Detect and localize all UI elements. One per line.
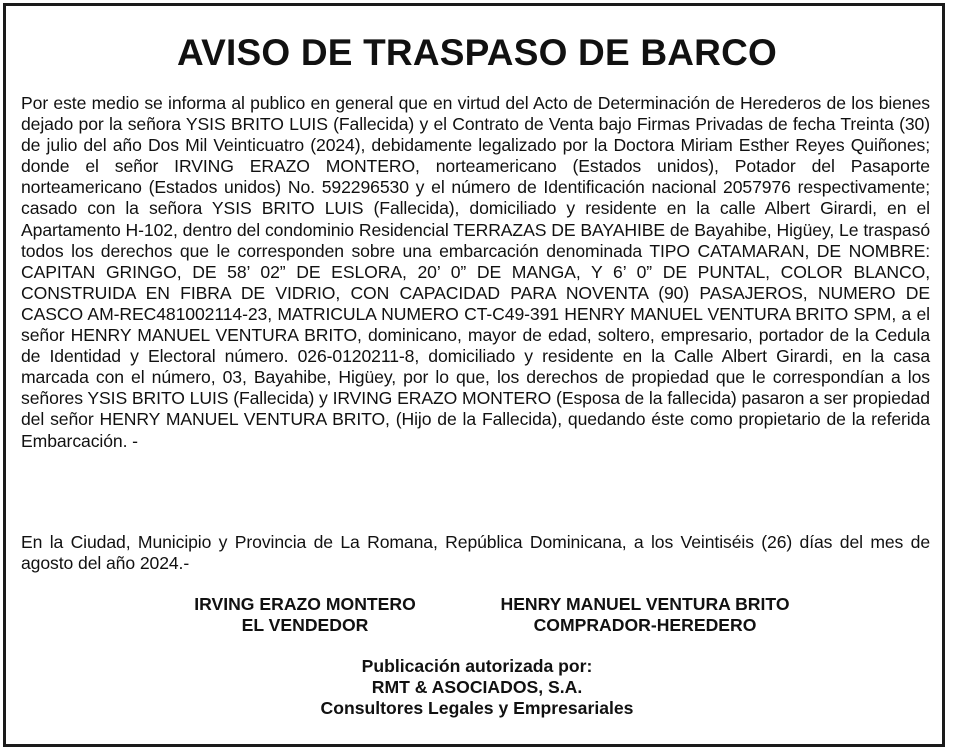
notice-body-paragraph: Por este medio se informa al publico en general que en virtud del Acto de Determinación de Herederos de los bienes dejado por la señora YSIS BRITO LUIS (Fallecida) y el Contrato de Venta bajo Firmas Privadas de fecha Treinta (30) de julio del año Dos Mil Veinticuatro (2024), debidamente legalizado por la Doctora Miriam Esther Reyes Quiñones; donde el señor IRVING ERAZO MONTERO, norteamericano (Estados unidos), Potador del Pasaporte norteamericano (Estados unidos) No. 592296530 y el número de Identificación nacional 2057976 respectivamente; casado con la señora YSIS BRITO LUIS (Fallecida), domiciliado y residente en la calle Albert Girardi, en el Apartamento H-102, dentro del condominio Residencial TERRAZAS DE BAYAHIBE de Bayahibe, Higüey, Le traspasó todos los derechos que le corresponden sobre una embarcación denominada TIPO CATAMARAN, DE NOMBRE: CAPITAN GRINGO, DE 58’ 02” DE ESLORA, 20’ 0” DE MANGA, Y 6’ 0” DE PUNTAL, COLOR BLANCO, CONSTRUIDA EN FIBRA DE VIDRIO, CON CAPACIDAD PARA NOVENTA (90) PASAJEROS, NUMERO DE CASCO AM-REC481002114-23, MATRICULA NUMERO CT-C49-391 HENRY MANUEL VENTURA BRITO SPM, a el señor HENRY MANUEL VENTURA BRITO, dominicano, mayor de edad, soltero, empresario, portador de la Cedula de Identidad y Electoral número. 026-0120211-8, domiciliado y residente en la Calle Albert Girardi, en la casa marcada con el número, 03, Bayahibe, Higüey, por lo que, los derechos de propiedad que le correspondían a los señores YSIS BRITO LUIS (Fallecida) y IRVING ERAZO MONTERO (Esposa de la fallecida) pasaron a ser propiedad del señor HENRY MANUEL VENTURA BRITO, (Hijo de la Fallecida), quedando éste como propietario de la referida Embarcación. - (21, 93, 930, 451)
publication-firm-name: RMT & ASOCIADOS, S.A. (371, 677, 583, 697)
buyer-signature (470, 594, 820, 636)
publication-credit (0, 656, 954, 719)
notice-title: AVISO DE TRASPASO DE BARCO (176, 32, 777, 73)
seller-role: EL VENDEDOR (241, 615, 369, 635)
buyer-role: COMPRADOR-HEREDERO (533, 615, 757, 635)
publication-authorized-label: Publicación autorizada por: (361, 656, 593, 676)
seller-signature (170, 594, 440, 636)
seller-name: IRVING ERAZO MONTERO (194, 594, 416, 614)
notice-date-paragraph: En la Ciudad, Municipio y Provincia de La Romana, República Dominicana, a los Veintiséis (26) días del mes de agosto del año 2024.- (21, 532, 930, 574)
buyer-name: HENRY MANUEL VENTURA BRITO (500, 594, 790, 614)
signature-block (0, 594, 954, 638)
publication-firm-description: Consultores Legales y Empresariales (320, 698, 634, 718)
